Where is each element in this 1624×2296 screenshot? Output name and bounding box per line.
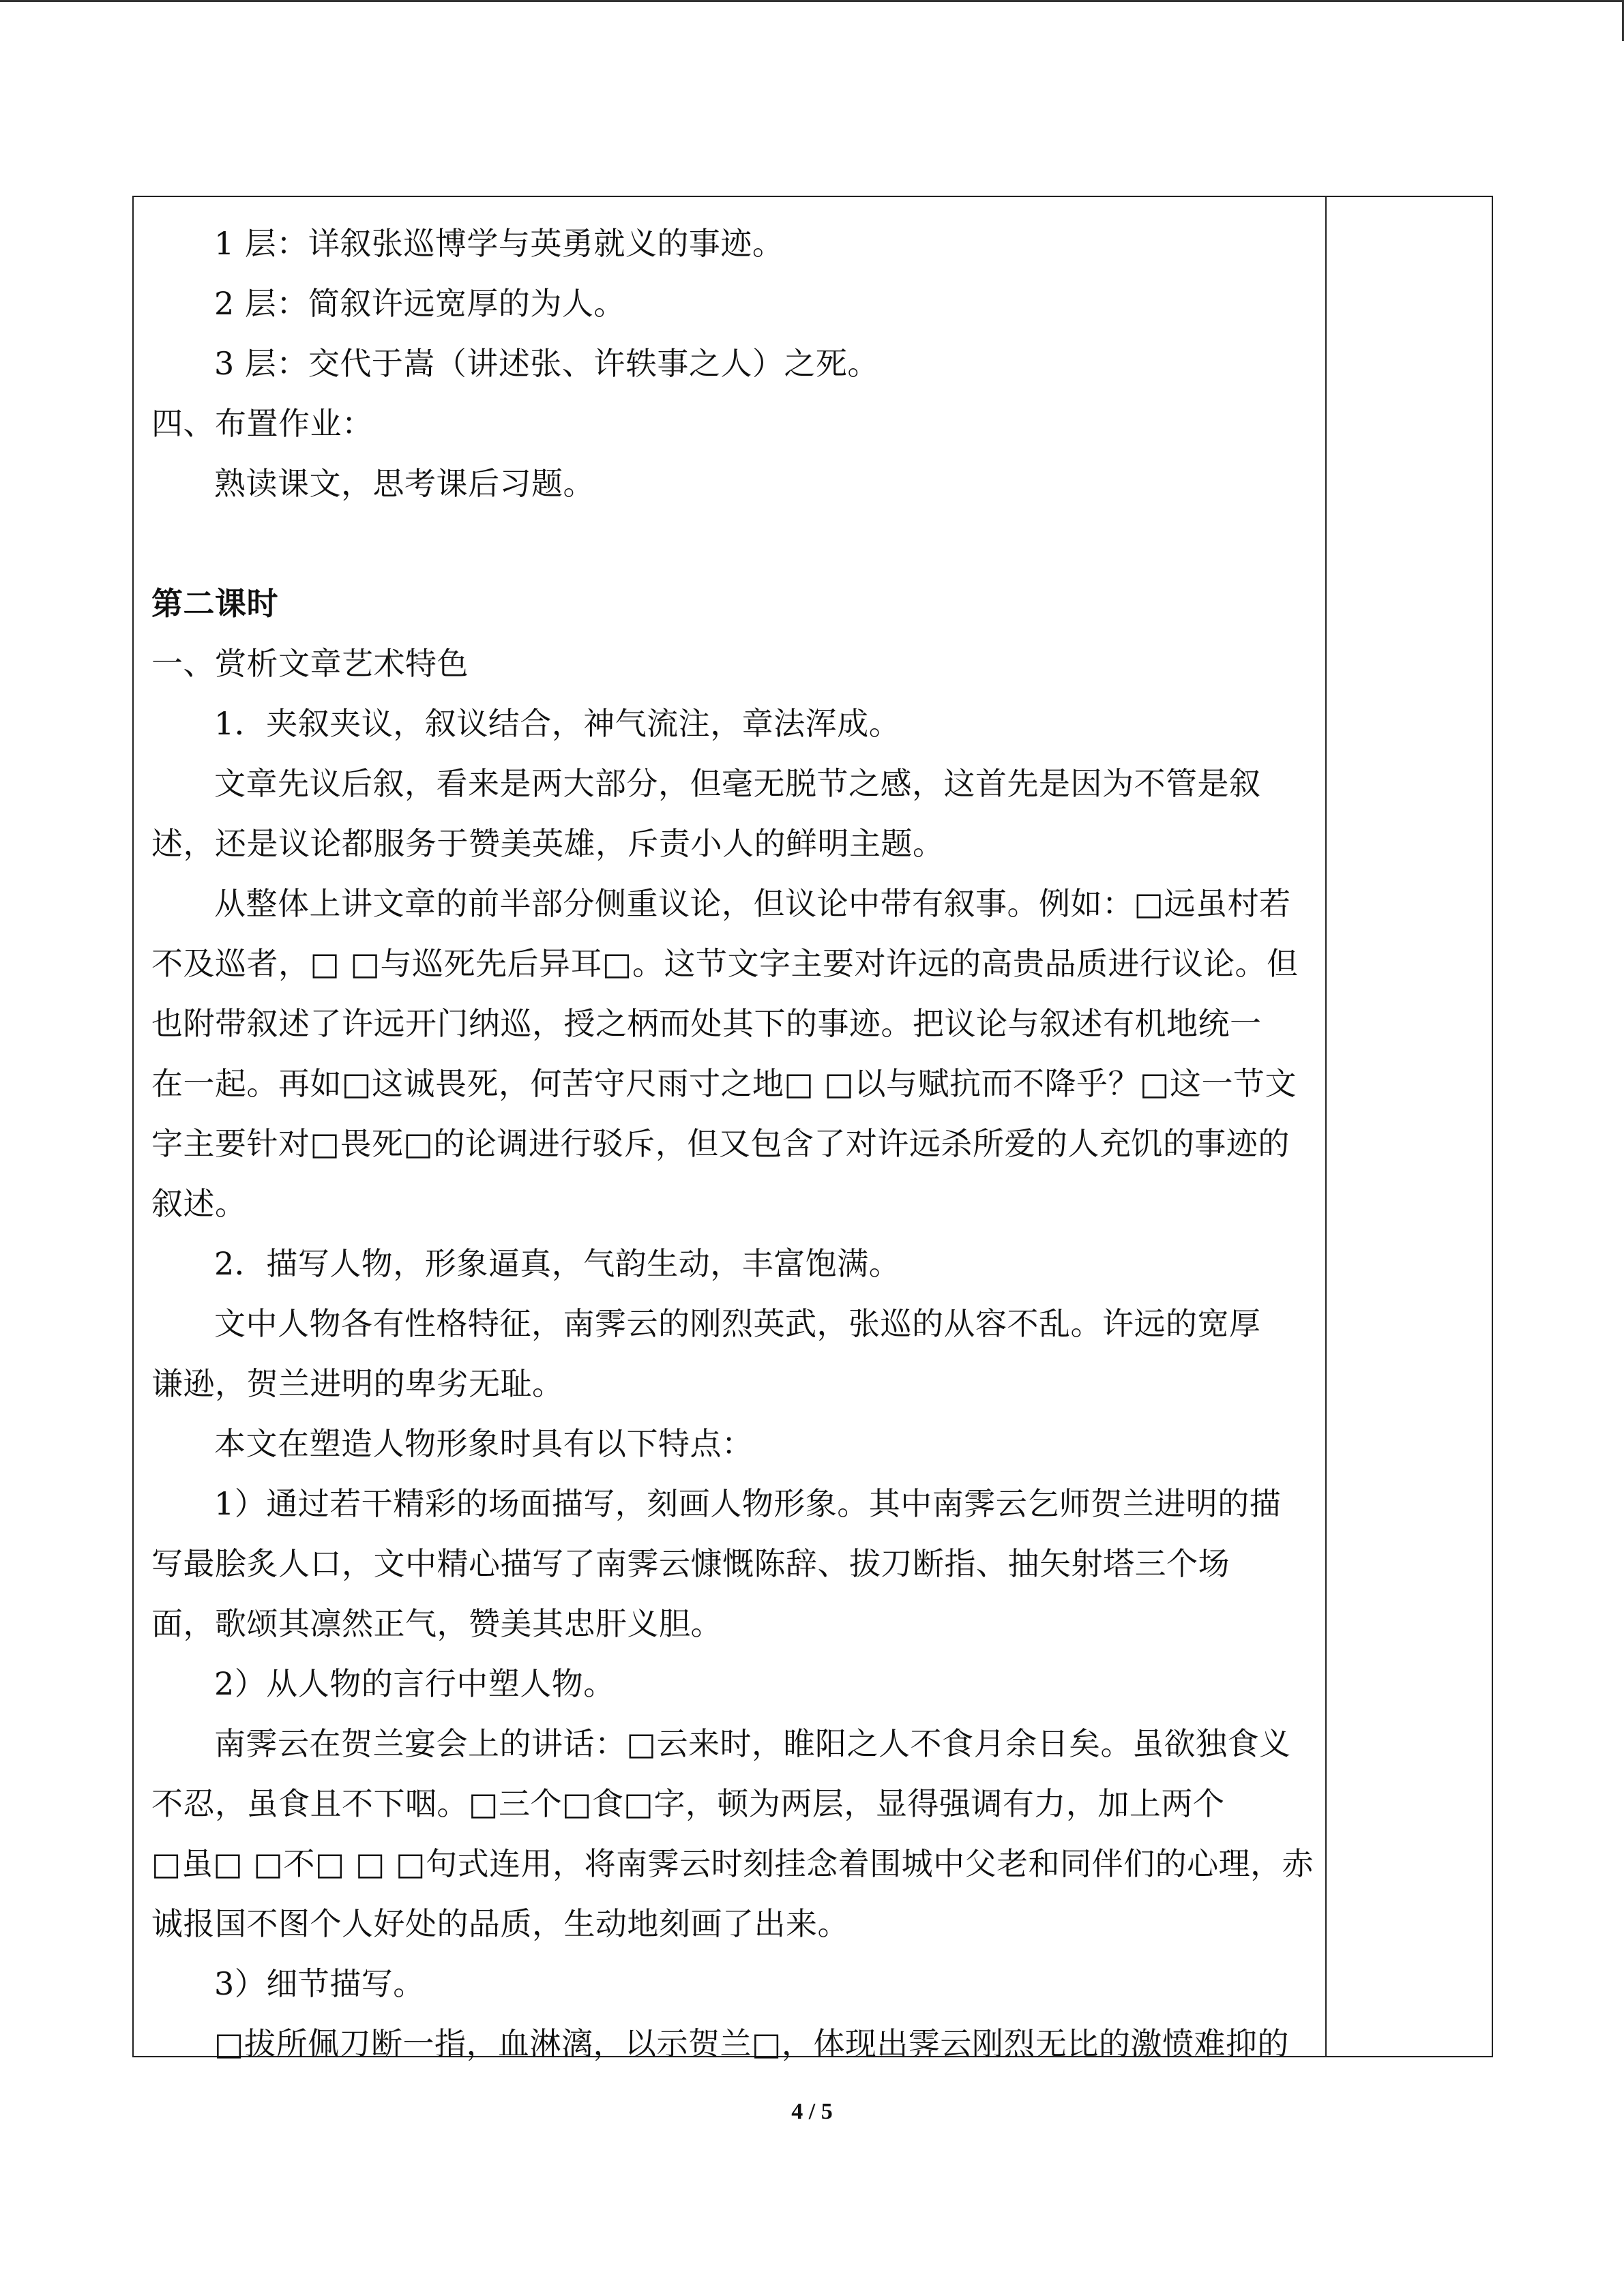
text-line: 也附带叙述了许远开门纳巡，授之柄而处其下的事迹。把议论与叙述有机地统一 [151,1005,1262,1042]
subheading: 1．夹叙夹议，叙议结合，神气流注，章法浑成。 [214,705,901,742]
text-line: 2）从人物的言行中塑人物。 [214,1665,615,1702]
text-line: 2 层：简叙许远宽厚的为人。 [214,285,625,322]
text-line: 诚报国不图个人好处的品质，生动地刻画了出来。 [151,1905,849,1942]
text-line: □拔所佩刀断一指，血淋漓，以示贺兰□，体现出霁云刚烈无比的激愤难抑的 [214,2025,1289,2062]
text-line: 1 层：详叙张巡博学与英勇就义的事迹。 [214,225,784,262]
page-number: 4 / 5 [791,2099,833,2124]
text-line: 字主要针对□畏死□的论调进行驳斥，但又包含了对许远杀所爱的人充饥的事迹的 [151,1125,1290,1162]
text-line: 1）通过若干精彩的场面描写，刻画人物形象。其中南霁云乞师贺兰进明的描 [214,1485,1282,1522]
text-line: 南霁云在贺兰宴会上的讲话：□云来时，睢阳之人不食月余日矣。虽欲独食义 [214,1725,1291,1762]
blank-line [151,513,1311,573]
text-line: 不及巡者，□ □与巡死先后异耳□。这节文字主要对许远的高贵品质进行议论。但 [151,945,1299,982]
text-line: 熟读课文，思考课后习题。 [214,465,595,502]
text-line: 本文在塑造人物形象时具有以下特点： [214,1425,754,1462]
text-line: 文中人物各有性格特征，南霁云的刚烈英武，张巡的从容不乱。许远的宽厚 [214,1305,1261,1342]
section-heading: 四、布置作业： [151,405,374,442]
text-line: 写最脍炙人口，文中精心描写了南霁云慷慨陈辞、拔刀断指、抽矢射塔三个场 [151,1545,1230,1582]
page-top-border [0,0,1624,2]
section-heading: 一、赏析文章艺术特色 [151,645,469,682]
text-line: 文章先议后叙，看来是两大部分，但毫无脱节之感，这首先是因为不管是叙 [214,765,1261,802]
lesson-title: 第二课时 [151,585,278,622]
subheading: 2．描写人物，形象逼真，气韵生动，丰富饱满。 [214,1245,901,1282]
text-line: 3）细节描写。 [214,1965,425,2002]
text-line: □虽□ □不□ □ □句式连用，将南霁云时刻挂念着围城中父老和同伴们的心理，赤 [151,1845,1314,1882]
text-line: 面，歌颂其凛然正气，赞美其忠肝义胆。 [151,1605,722,1642]
text-line: 谦逊，贺兰进明的卑劣无耻。 [151,1365,564,1402]
text-line: 从整体上讲文章的前半部分侧重议论，但议论中带有叙事。例如：□远虽村若 [214,885,1291,922]
text-line: 叙述。 [151,1185,247,1222]
lesson-plan-table [132,196,1493,2062]
text-line: 在一起。再如□这诚畏死，何苦守尺雨寸之地□ □以与赋抗而不降乎？□这一节文 [151,1065,1297,1102]
text-line: 不忍，虽食且不下咽。□三个□食□字，顿为两层，显得强调有力，加上两个 [151,1785,1225,1822]
text-line: 述，还是议论都服务于赞美英雄，斥责小人的鲜明主题。 [151,825,945,862]
content-cell [151,213,1314,2074]
text-line: 3 层：交代于嵩（讲述张、许轶事之人）之死。 [214,345,879,382]
table-column-divider [1325,197,1327,2056]
